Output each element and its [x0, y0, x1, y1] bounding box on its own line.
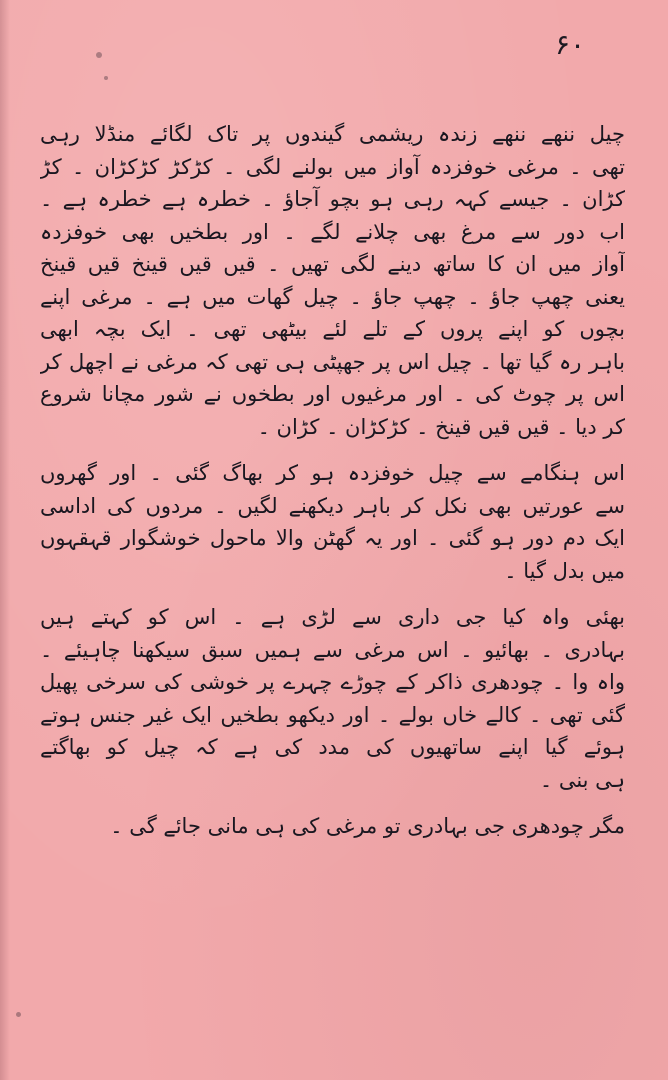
- text-line: کر دیا ۔ قیں قیں قینخ ۔ کڑکڑان ۔ کڑان ۔: [257, 414, 625, 439]
- text-line: یعنی چھپ جاؤ ۔ چھپ جاؤ ۔ چیل گھات میں ہے ۔ مرغی اپنے: [40, 284, 625, 309]
- paper-speck: [104, 76, 108, 80]
- text-line: ایک دم دور ہو گئی ۔ اور یہ گھٹن والا ماحول خوشگوار قہقہوں: [40, 526, 625, 550]
- page-binding-shadow: [0, 0, 10, 1080]
- text-line: گئی تھی ۔ کالے خاں بولے ۔ اور دیکھو بطخیں ایک غیر جنس ہوتے: [40, 702, 625, 727]
- text-line: تھی ۔ مرغی خوفزدہ آواز میں بولنے لگی ۔ کڑکڑ کڑکڑان ۔ کڑ: [40, 154, 625, 179]
- text-line: اس ہنگامے سے چیل خوفزدہ ہو کر بھاگ گئی ۔ اور گھروں: [40, 461, 625, 485]
- paragraph-2: [40, 457, 625, 587]
- paragraph-3: [40, 601, 625, 796]
- text-line: چیل ننھے ننھے زندہ ریشمی گیندوں پر تاک لگائے منڈلا رہی: [40, 122, 625, 146]
- text-line: بھئی واہ کیا جی داری سے لڑی ہے ۔ اس کو کہتے ہیں: [40, 605, 625, 629]
- paper-speck: [96, 52, 102, 58]
- body-text: [40, 118, 625, 857]
- text-line: میں بدل گیا ۔: [504, 558, 625, 583]
- paragraph-4: [40, 810, 625, 843]
- text-line: واہ وا ۔ چودھری ذاکر کے چوڑے چہرے پر خوشی کی سرخی پھیل: [40, 670, 625, 694]
- text-line: باہر رہ گیا تھا ۔ چیل اس پر جھپٹی ہی تھی کہ مرغی نے اچھل کر: [40, 349, 625, 374]
- text-line: ہوئے گیا اپنے ساتھیوں کی مدد کی ہے کہ چیل کو بھاگتے: [40, 735, 625, 759]
- text-line: کڑان ۔ جیسے کہہ رہی ہو بچو آجاؤ ۔ خطرہ ہے خطرہ ہے ۔: [40, 187, 625, 211]
- text-line: بچوں کو اپنے پروں کے تلے لئے بیٹھی تھی ۔ ایک بچہ ابھی: [40, 317, 625, 341]
- text-line: اس پر چوٹ کی ۔ اور مرغیوں اور بطخوں نے شور مچانا شروع: [40, 382, 625, 406]
- text-line: بہادری ۔ بھائیو ۔ اس مرغی سے ہمیں سبق سیکھنا چاہیئے ۔: [40, 637, 625, 662]
- text-line: ہی بنی ۔: [539, 767, 625, 792]
- text-line: مگر چودھری جی بہادری تو مرغی کی ہی مانی جائے گی ۔: [110, 814, 625, 838]
- text-line: سے عورتیں بھی نکل کر باہر دیکھنے لگیں ۔ مردوں کی اداسی: [40, 493, 625, 518]
- page-number: ۶۰: [554, 28, 586, 61]
- paragraph-1: [40, 118, 625, 443]
- text-line: اب دور سے مرغ بھی چلانے لگے ۔ اور بطخیں بھی خوفزدہ: [40, 219, 625, 244]
- paper-speck: [16, 1012, 21, 1017]
- text-line: آواز میں ان کا ساتھ دینے لگی تھیں ۔ قیں قیں قینخ قیں قینخ: [40, 252, 625, 276]
